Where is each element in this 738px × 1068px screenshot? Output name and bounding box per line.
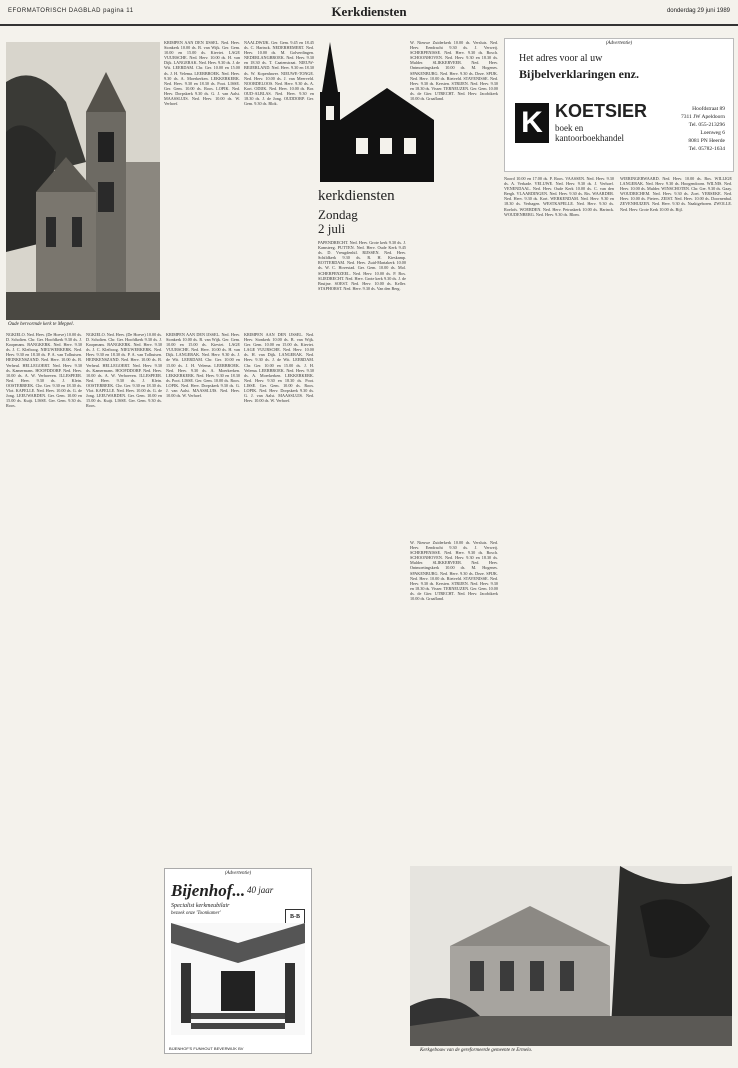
address-line: 7311 JW Apeldoorn	[681, 114, 725, 120]
koetsier-logo-icon: K	[515, 103, 549, 143]
address-line: Loenweg 6	[700, 130, 725, 136]
advert-brand: Bijenhof...	[171, 881, 246, 900]
address-line: 8081 PN Heerde	[688, 138, 725, 144]
church-services-column-8	[410, 40, 498, 540]
advert-label: (Advertentie)	[605, 41, 633, 46]
church-photo-meppel	[6, 42, 160, 320]
advert-company-name: KOETSIER	[555, 101, 648, 121]
church-photo-ermelo	[410, 866, 732, 1046]
advert-koetsier	[504, 38, 734, 172]
advert-invitation: bezoek onze 'Toonkamer'	[171, 911, 221, 916]
photo-caption-ermelo: Kerkgebouw van de gereformeerde gemeente te Ermelo.	[420, 1048, 533, 1053]
page-header	[0, 0, 738, 26]
address-line: Tel. 05782-1634	[688, 146, 725, 152]
header-date: donderdag 29 juni 1989	[666, 8, 730, 14]
church-photo-illustration	[6, 42, 160, 320]
church-services-column-3	[166, 332, 240, 862]
bb-logo-icon: B-B	[285, 909, 305, 925]
column-text: WIERINGERWAARD. Ned. Herv. 10.00 ds. Bos. WILLIGE LANGERAK. Ned. Herv. 9.30 ds. Hoogendoorn. WILNIS. Ned. Herv. 10.00 ds. Mulder. WINSCHOTEN. Chr. Ger. 9.30 ds. Gaay. WOUDRICHEM. Ned. Herv. 9.30 ds. Zoet. YERSEKE. Ned. Herv. 10.00 ds. Pieters. ZEIST. Ned. Herv. 10.00 ds. Doornenbal. ZEVENHUIZEN. Ned. Herv. 9.30 ds. Naaktgeboren. ZWOLLE. Ned. Herv. Grote Kerk 10.00 ds. Bijl.	[620, 176, 732, 212]
column-text: KRIMPEN AAN DEN IJSSEL. Ned. Herv. Sionkerk 10.00 ds. B. van Wijk. Ger. Gem. 10.00 en 15.00 ds. Kieviet. LAGE VUURSCHE. Ned. Herv. 10.00 ds. H. van Dijk. LANGERAK. Ned. Herv. 9.30 ds. J. de Wit. LEERDAM. Chr. Ger. 10.00 en 15.00 ds. J. H. Velema. LEERBROEK. Ned. Herv. 9.30 ds. A. Moerkerken. LEKKERKERK. Ned. Herv. 9.30 en 18.30 ds. Poot. LISSE. Ger. Gem. 10.00 ds. Roos. LOPIK. Ned. Herv. Dorpskerk 9.30 ds. G. J. van Aalst. MAASSLUIS. Ned. Herv. 10.00 ds. W. Verhoef.	[164, 40, 240, 107]
advert-headline: Bijbelverklaringen enz.	[519, 67, 639, 81]
church-services-column-6	[244, 40, 314, 328]
logo-title: kerkdiensten	[318, 188, 395, 204]
church-services-column-9	[410, 540, 498, 860]
advert-subtitle-1: boek en	[555, 123, 584, 133]
column-text: NAALDWIJK. Ger. Gem. 9.45 en 18.45 ds. C. Harinck. NEDERHEMERT. Ned. Herv. 10.00 ds. M. Golverdingen. NEDERLANGBROEK. Ned. Herv. 9.30 en 18.30 ds. T. Caatenstraat. NIEUW-BEIJERLAND. Ned. Herv. 9.30 en 18.30 ds. W. Kopenhaver. NIEUWE-TONGE. Ned. Herv. 10.00 ds. J. van Meerveld. NOORDELOOS. Ned. Herv. 9.30 ds. A. Kort. ODIJK. Ned. Herv. 10.00 ds. Bor. OUD-ALBLAS. Ned. Herv. 9.30 en 18.30 ds. J. de Jong. OUDDORP. Ger. Gem. 9.30 ds. Blok.	[244, 40, 314, 107]
church-services-column-11	[620, 176, 732, 856]
church-services-column-7	[318, 240, 406, 1060]
column-text: W. Nieuwe Zuiderkerk 10.00 ds. Versluis. Ned. Herv. Eendracht 9.30 ds. J. Verweij. SCHERPENISSE. Ned. Herv. 9.30 ds. Bosch. SCHOONHOVEN. Ned. Herv. 9.30 en 18.30 ds. Mulder. SLIKKERVEER. Ned. Herv. Ontmoetingskerk 10.00 ds. M. Hogenes. SPAKENBURG. Ned. Herv. 9.30 ds. Deze. SPIJK. Ned. Herv. 10.00 ds. Rietveld. STAVENISSE. Ned. Herv. 9.30 ds. Kersten. STRIJEN. Ned. Herv. 9.30 en 18.30 ds. Visser. TERNEUZEN. Ger. Gem. 10.00 ds. de Gier. UTRECHT. Ned. Herv. Jacobikerk 10.00 ds. Graafland.	[410, 40, 498, 102]
advert-footer: BIJENHOF'S FUNHOUT BEVERWIJK BV	[169, 1046, 244, 1051]
address-line: Hoofdstraat 89	[692, 106, 725, 112]
column-text: Noord 10.00 en 17.00 ds. P. Roos. VAASSEN. Ned. Herv. 9.30 ds. A. Verkade. VELUWE. Ned. Herv. 9.30 ds. J. Verhoef. VENENDAAL. Ned. Herv. Oude Kerk 10.00 ds. C. van den Bergh. VLAARDINGEN. Ned. Herv. 9.30 ds. Ris. WAARDER. Ned. Herv. 9.30 ds. Kort. WERKENDAM. Ned. Herv. 9.30 en 18.30 ds. Verhagen. WESTKAPELLE. Ned. Herv. 9.30 ds. Roelofs. WOERDEN. Ned. Herv. Petruskerk 10.00 ds. Harinck. WOUDENBERG. Ned. Herv. 9.30 ds. Blom.	[504, 176, 614, 217]
column-text: KRIMPEN AAN DEN IJSSEL. Ned. Herv. Sionkerk 10.00 ds. B. van Wijk. Ger. Gem. 10.00 en 15.00 ds. Kieviet. LAGE VUURSCHE. Ned. Herv. 10.00 ds. H. van Dijk. LANGERAK. Ned. Herv. 9.30 ds. J. de Wit. LEERDAM. Chr. Ger. 10.00 en 15.00 ds. J. H. Velema. LEERBROEK. Ned. Herv. 9.30 ds. A. Moerkerken. LEKKERKERK. Ned. Herv. 9.30 en 18.30 ds. Poot. LISSE. Ger. Gem. 10.00 ds. Roos. LOPIK. Ned. Herv. Dorpskerk 9.30 ds. G. J. van Aalst. MAASSLUIS. Ned. Herv. 10.00 ds. W. Verhoef.	[244, 332, 314, 404]
address-line: Tel. 055-213296	[688, 122, 725, 128]
section-title: Kerkdiensten	[331, 4, 407, 19]
logo-date: 2 juli	[318, 221, 346, 236]
church-services-column-10	[504, 176, 614, 856]
church-services-column-4	[244, 332, 314, 862]
column-text: KRIMPEN AAN DEN IJSSEL. Ned. Herv. Sionkerk 10.00 ds. B. van Wijk. Ger. Gem. 10.00 en 15.00 ds. Kieviet. LAGE VUURSCHE. Ned. Herv. 10.00 ds. H. van Dijk. LANGERAK. Ned. Herv. 9.30 ds. J. de Wit. LEERDAM. Chr. Ger. 10.00 en 15.00 ds. J. H. Velema. LEERBROEK. Ned. Herv. 9.30 ds. A. Moerkerken. LEKKERKERK. Ned. Herv. 9.30 en 18.30 ds. Poot. LISSE. Ger. Gem. 10.00 ds. Roos. LOPIK. Ned. Herv. Dorpskerk 9.30 ds. G. J. van Aalst. MAASSLUIS. Ned. Herv. 10.00 ds. W. Verhoef.	[166, 332, 240, 399]
column-text: NGKIELO. Ned. Herv. (De Hoeve) 10.00 ds. D. Scholten. Chr. Ger. Hoofdkerk 9.30 ds. J. Koopmans. BANGKERK. Ned. Herv. 9.30 ds. J. C. Kleiboog. NIEUWERKERK. Ned. Herv. 9.30 en 18.30 ds. P. A. van Tolhuisen. HEINKENSZAND. Ned. Herv. 10.00 ds. B. Verheul. HELLEGOERT. Ned. Herv. 9.30 ds. Kamermans. HOOFDDORP. Ned. Herv. 10.00 ds. A. W. Verhoeven. ILLESPEER. Ned. Herv. 9.30 ds. J. Klein. OOSTERBEEK. Chr. Ger. 9.30 en 18.30 ds. Vlot. KAPELLE. Ned. Herv. 10.00 ds. G. de Jong. LEEUWARDEN. Ger. Gem. 10.00 en 15.00 ds. Kuijt. LISSE. Ger. Gem. 9.30 ds. Roos.	[86, 332, 162, 409]
advert-label: (Advertentie)	[224, 871, 252, 876]
church-interior-illustration	[171, 923, 305, 1035]
advert-anniversary: 40 jaar	[247, 885, 274, 895]
column-text: W. Nieuwe Zuiderkerk 10.00 ds. Versluis. Ned. Herv. Eendracht 9.30 ds. J. Verweij. SCHERPENISSE. Ned. Herv. 9.30 ds. Bosch. SCHOONHOVEN. Ned. Herv. 9.30 en 18.30 ds. Mulder. SLIKKERVEER. Ned. Herv. Ontmoetingskerk 10.00 ds. M. Hogenes. SPAKENBURG. Ned. Herv. 9.30 ds. Deze. SPIJK. Ned. Herv. 10.00 ds. Rietveld. STAVENISSE. Ned. Herv. 9.30 ds. Kersten. STRIJEN. Ned. Herv. 9.30 en 18.30 ds. Visser. TERNEUZEN. Ger. Gem. 10.00 ds. de Gier. UTRECHT. Ned. Herv. Jacobikerk 10.00 ds. Graafland.	[410, 540, 498, 602]
church-services-column-2	[86, 332, 162, 1060]
advert-subtitle-2: kantoorboekhandel	[555, 133, 624, 143]
header-paper-name: EFORMATORISCH DAGBLAD pagina 11	[8, 8, 134, 14]
advert-address	[681, 105, 725, 153]
church-services-column-1	[6, 332, 82, 1060]
ermelo-photo-illustration	[410, 866, 732, 1046]
advert-tagline: Het adres voor al uw	[519, 53, 603, 64]
column-text: NGKIELO. Ned. Herv. (De Hoeve) 10.00 ds. D. Scholten. Chr. Ger. Hoofdkerk 9.30 ds. J. Koopmans. BANGKERK. Ned. Herv. 9.30 ds. J. C. Kleiboog. NIEUWERKERK. Ned. Herv. 9.30 en 18.30 ds. P. A. van Tolhuisen. HEINKENSZAND. Ned. Herv. 10.00 ds. B. Verheul. HELLEGOERT. Ned. Herv. 9.30 ds. Kamermans. HOOFDDORP. Ned. Herv. 10.00 ds. A. W. Verhoeven. ILLESPEER. Ned. Herv. 9.30 ds. J. Klein. OOSTERBEEK. Chr. Ger. 9.30 en 18.30 ds. Vlot. KAPELLE. Ned. Herv. 10.00 ds. G. de Jong. LEEUWARDEN. Ger. Gem. 10.00 en 15.00 ds. Kuijt. LISSE. Ger. Gem. 9.30 ds. Roos.	[6, 332, 82, 409]
logo-day: Zondag	[318, 207, 358, 222]
advert-tagline: Specialist kerkmeubilair	[171, 903, 230, 909]
column-text: PAPENDRECHT. Ned. Herv. Grote kerk 9.30 ds. J. Kamsteeg. PUTTEN. Ned. Herv. Oude Kerk 9.45 ds. D. Vreugdenhil. RIJSSEN. Ned. Herv. Schildkerk 9.30 ds. R. H. Kieskamp. ROTTERDAM. Ned. Herv. Zuid-Mariakerk 10.00 ds. W. C. Hovestad. Ger. Gem. 10.00 ds. Mol. SCHERPENZEEL. Ned. Herv. 10.00 ds. P. Bos. SLIEDRECHT. Ned. Herv. Grote kerk 9.30 ds. J. de Bruijne. SOEST. Ned. Herv. 10.00 ds. Keller. STAPHORST. Ned. Herv. 9.30 ds. Van den Berg.	[318, 240, 406, 291]
photo-caption-meppel: Oude hervormde kerk te Meppel.	[8, 322, 74, 327]
advert-bijenhof	[164, 868, 312, 1054]
church-services-column-5	[164, 40, 240, 328]
